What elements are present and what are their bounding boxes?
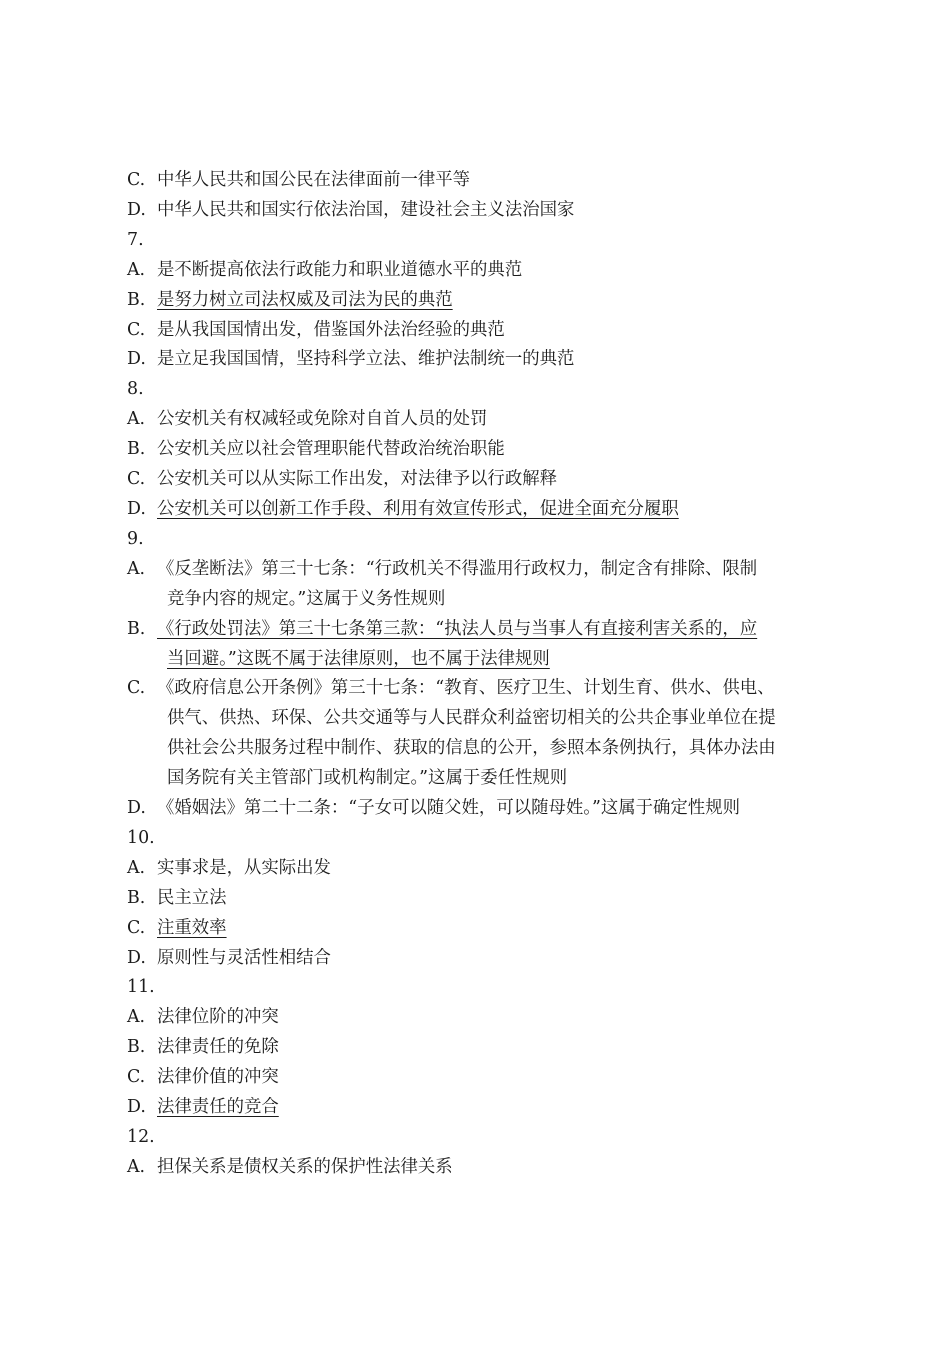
answer-option — [127, 465, 847, 495]
option-letter: D. — [127, 199, 146, 220]
option-text: 原则性与灵活性相结合 — [157, 947, 331, 968]
option-continuation — [127, 704, 847, 734]
option-continuation — [127, 645, 847, 675]
option-text: 《婚姻法》第二十二条：“子女可以随父姓，可以随母姓。”这属于确定性规则 — [157, 798, 740, 819]
option-letter: C. — [127, 170, 146, 190]
option-letter: D. — [127, 349, 146, 370]
question-number — [127, 973, 847, 1003]
option-letter: C. — [127, 1067, 146, 1088]
answer-option — [127, 286, 847, 316]
question-number-text: 9. — [127, 528, 144, 549]
answer-option — [127, 674, 847, 704]
option-text: 法律责任的免除 — [157, 1037, 279, 1058]
option-continuation — [127, 585, 847, 615]
option-letter: A. — [127, 259, 146, 280]
question-number-text: 10. — [127, 827, 155, 848]
question-number — [127, 824, 847, 854]
option-letter: A. — [127, 1007, 146, 1028]
answer-option — [127, 1033, 847, 1063]
answer-option — [127, 914, 847, 944]
option-continuation — [127, 764, 847, 794]
option-text: 法律价值的冲突 — [157, 1067, 279, 1088]
answer-option — [127, 944, 847, 974]
answer-option — [127, 555, 847, 585]
option-letter: B. — [127, 289, 146, 310]
option-text: 《反垄断法》第三十七条：“行政机关不得滥用行政权力，制定含有排除、限制 — [157, 558, 758, 579]
answer-option — [127, 884, 847, 914]
option-continuation-text-correct: 当回避。”这既不属于法律原则，也不属于法律规则 — [167, 648, 550, 669]
document-content — [127, 166, 847, 1183]
option-letter: B. — [127, 1037, 146, 1058]
answer-option — [127, 1153, 847, 1183]
answer-option — [127, 316, 847, 346]
option-text: 法律位阶的冲突 — [157, 1007, 279, 1028]
answer-option — [127, 1063, 847, 1093]
option-continuation-text: 供社会公共服务过程中制作、获取的信息的公开，参照本条例执行，具体办法由 — [167, 738, 776, 759]
option-text-correct: 公安机关可以创新工作手段、利用有效宣传形式，促进全面充分履职 — [157, 498, 679, 519]
option-letter: A. — [127, 1156, 146, 1177]
question-number-text: 7. — [127, 229, 144, 250]
option-text: 实事求是，从实际出发 — [157, 857, 331, 878]
option-text: 公安机关有权减轻或免除对自首人员的处罚 — [157, 409, 488, 430]
option-continuation-text: 竞争内容的规定。”这属于义务性规则 — [167, 588, 446, 609]
option-text: 中华人民共和国实行依法治国，建设社会主义法治国家 — [157, 199, 575, 220]
option-letter: C. — [127, 469, 146, 490]
answer-option — [127, 166, 847, 196]
option-letter: D. — [127, 1097, 146, 1118]
question-number-text: 12. — [127, 1127, 155, 1147]
option-text: 民主立法 — [157, 887, 227, 908]
option-text: 中华人民共和国公民在法律面前一律平等 — [157, 170, 471, 190]
option-text: 是不断提高依法行政能力和职业道德水平的典范 — [157, 259, 523, 280]
answer-option — [127, 854, 847, 884]
answer-option — [127, 196, 847, 226]
option-letter: A. — [127, 409, 146, 430]
answer-option — [127, 256, 847, 286]
question-number — [127, 1123, 847, 1153]
option-text: 是从我国国情出发，借鉴国外法治经验的典范 — [157, 319, 505, 340]
option-letter: A. — [127, 857, 146, 878]
option-text: 《政府信息公开条例》第三十七条：“教育、医疗卫生、计划生育、供水、供电、 — [157, 678, 775, 699]
option-text: 公安机关可以从实际工作出发，对法律予以行政解释 — [157, 469, 557, 490]
option-text-correct: 是努力树立司法权威及司法为民的典范 — [157, 289, 453, 310]
option-letter: B. — [127, 618, 146, 639]
question-number — [127, 375, 847, 405]
answer-option — [127, 435, 847, 465]
question-number-text: 11. — [127, 977, 155, 998]
option-text: 公安机关应以社会管理职能代替政治统治职能 — [157, 439, 505, 460]
option-letter: C. — [127, 917, 146, 938]
option-letter: D. — [127, 947, 146, 968]
answer-option — [127, 495, 847, 525]
question-number — [127, 226, 847, 256]
answer-option — [127, 615, 847, 645]
option-letter: B. — [127, 887, 146, 908]
option-letter: C. — [127, 319, 146, 340]
question-number-text: 8. — [127, 379, 144, 400]
option-letter: A. — [127, 558, 146, 579]
answer-option — [127, 405, 847, 435]
option-letter: D. — [127, 798, 146, 819]
option-continuation — [127, 734, 847, 764]
answer-option — [127, 794, 847, 824]
answer-option — [127, 345, 847, 375]
option-text-correct: 《行政处罚法》第三十七条第三款：“执法人员与当事人有直接利害关系的，应 — [157, 618, 758, 639]
option-letter: C. — [127, 678, 146, 699]
option-letter: D. — [127, 498, 146, 519]
option-text: 担保关系是债权关系的保护性法律关系 — [157, 1156, 453, 1177]
option-continuation-text: 供气、供热、环保、公共交通等与人民群众利益密切相关的公共企事业单位在提 — [167, 708, 776, 729]
option-text: 是立足我国国情，坚持科学立法、维护法制统一的典范 — [157, 349, 575, 370]
question-number — [127, 525, 847, 555]
answer-option — [127, 1003, 847, 1033]
option-text-correct: 注重效率 — [157, 917, 227, 938]
answer-option — [127, 1093, 847, 1123]
option-text-correct: 法律责任的竞合 — [157, 1097, 279, 1118]
option-continuation-text: 国务院有关主管部门或机构制定。”这属于委任性规则 — [167, 768, 568, 789]
option-letter: B. — [127, 439, 146, 460]
